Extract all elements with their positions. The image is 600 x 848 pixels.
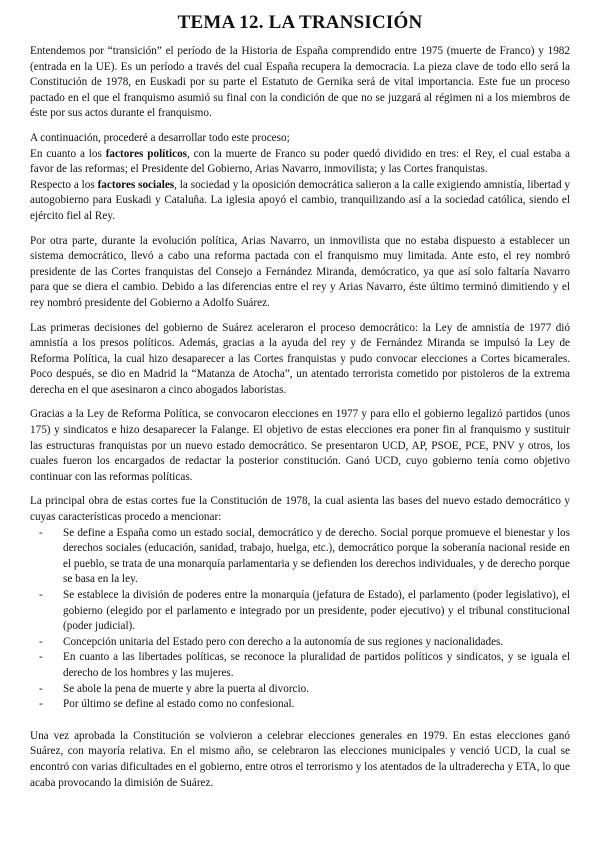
proceed-line: A continuación, procederé a desarrollar todo este proceso; — [30, 131, 290, 144]
page-title: TEMA 12. LA TRANSICIÓN — [177, 12, 423, 33]
politicos-pre: En cuanto a los — [30, 147, 106, 160]
constitucion-paragraph: La principal obra de estas cortes fue la Constitución de 1978, la cual asienta las bases del nuevo estado democrático y cuyas características procedo a mencionar: — [30, 495, 570, 524]
sociales-pre: Respecto a los — [30, 178, 98, 191]
list-item: - En cuanto a las libertades políticas, se reconoce la pluralidad de partidos políticos y sindicatos, y se iguala el derecho de los hombres y las mujeres. — [30, 650, 570, 681]
politicos-post: , con la muerte de Franco su poder quedó dividido en tres: el Rey, el cual estaba a favor de las reformas; el Presidente del Gobierno, Arias Navarro, inmovilista; y las Cortes franquistas. — [30, 147, 570, 176]
list-item: - Se abole la pena de muerte y abre la puerta al divorcio. — [30, 682, 570, 698]
caracteristicas-list — [30, 526, 570, 713]
list-item: - Por último se define al estado como no confesional. — [30, 697, 570, 713]
suarez-paragraph: Las primeras decisiones del gobierno de Suárez aceleraron el proceso democrático: la Ley de amnistía de 1977 dió amnistía a los presos políticos. Además, gracias a la ayuda del rey y de Fernández Miranda se impulsó la Ley de Reforma Política, la cual hizo desaparecer a las Cortes franquistas y pudo convocar elecciones a Cortes bicamerales. Poco después, se dio en Madrid la “Matanza de Atocha”, un atentado terrorista cometido por pistoleros de la extrema derecha en el que asesinaron a cinco abogados laboristas. — [30, 321, 570, 396]
list-item: - Se establece la división de poderes entre la monarquía (jefatura de Estado), el parlamento (poder legislativo), el gobierno (elegido por el parlamento e integrado por un presidente, poder ejecutivo) y el tribunal constitucional (poder judicial). — [30, 588, 570, 635]
arias-paragraph: Por otra parte, durante la evolución política, Arias Navarro, un inmovilista que no estaba dispuesto a establecer un sistema democrático, llevó a cabo una reforma pactada con el franquismo muy limitada. Ante esto, el rey nombró presidente de las Cortes franquistas del Consejo a Fernández Miranda, demócratico, ya que así solo faltaría Navarro para que se diera el cambio. Debido a las diferencias entre el rey y Arias Navarro, éste último terminó dimitiendo y el rey nombró presidente del Gobierno a Adolfo Suárez. — [30, 234, 570, 309]
elecciones-paragraph: Gracias a la Ley de Reforma Política, se convocaron elecciones en 1977 y para ello el gobierno legalizó partidos (unos 175) y sindicatos e hizo desaparecer la Falange. El objetivo de estas elecciones era poner fin al franquismo y sustituir las estructuras franquistas por un nuevo estado democrático. Se presentaron UCD, AP, PSOE, PCE, PNV y otros, los cuales fueron los encargados de redactar la posterior constitución. Ganó UCD, cuyo gobierno tenía como objetivo continuar con las reformas políticas. — [30, 408, 570, 483]
intro-paragraph: Entendemos por “transición” el período de la Historia de España comprendido entre 1975 (muerte de Franco) y 1982 (entrada en la UE). Es un período a través del cual España recupera la democracia. La pieza clave de todo ello será la Constitución de 1978, en Euskadi por su parte el Estatuto de Gernika será de vital importancia. Este fue un proceso pactado en el que el franquismo asumió su final con la condición de que no se juzgará al régimen ni a los miembros de éste por sus actos durante el franquismo. — [30, 45, 570, 120]
final-paragraph: Una vez aprobada la Constitución se volvieron a celebrar elecciones generales en 1979. En estas elecciones ganó Suárez, con mayoría relativa. En el mismo año, se celebraron las elecciones municipales y venció UCD, la cual se encontró con varias dificultades en el gobierno, entre otros el terrorismo y los atentados de la ultraderecha y ETA, lo que acaba provocando la dimisión de Suárez. — [30, 729, 570, 789]
factores-sociales-paragraph — [30, 178, 570, 225]
factores-politicos-paragraph — [30, 147, 570, 178]
list-item: - Se define a España como un estado social, democrático y de derecho. Social porque promueve el bienestar y los derechos sociales (educación, sanidad, trabajo, huelga, etc.), democrático porque la soberanía nacional reside en el pueblo, se trata de una monarquía parlamentaria y se defienden los derechos individuales, y de derecho porque se basa en la ley. — [30, 526, 570, 588]
sociales-post: , la sociedad y la oposición democrática salieron a la calle exigiendo amnistía, libertad y autogobierno para Euskadi y Cataluña. La iglesia apoyó el cambio, tranquilizando así a la sociedad católica, siendo el ejército fiel al Rey. — [30, 178, 570, 222]
list-item: - Concepción unitaria del Estado pero con derecho a la autonomía de sus regiones y nacionalidades. — [30, 635, 570, 651]
politicos-bold: factores políticos — [105, 147, 188, 160]
sociales-bold: factores sociales — [97, 178, 175, 191]
